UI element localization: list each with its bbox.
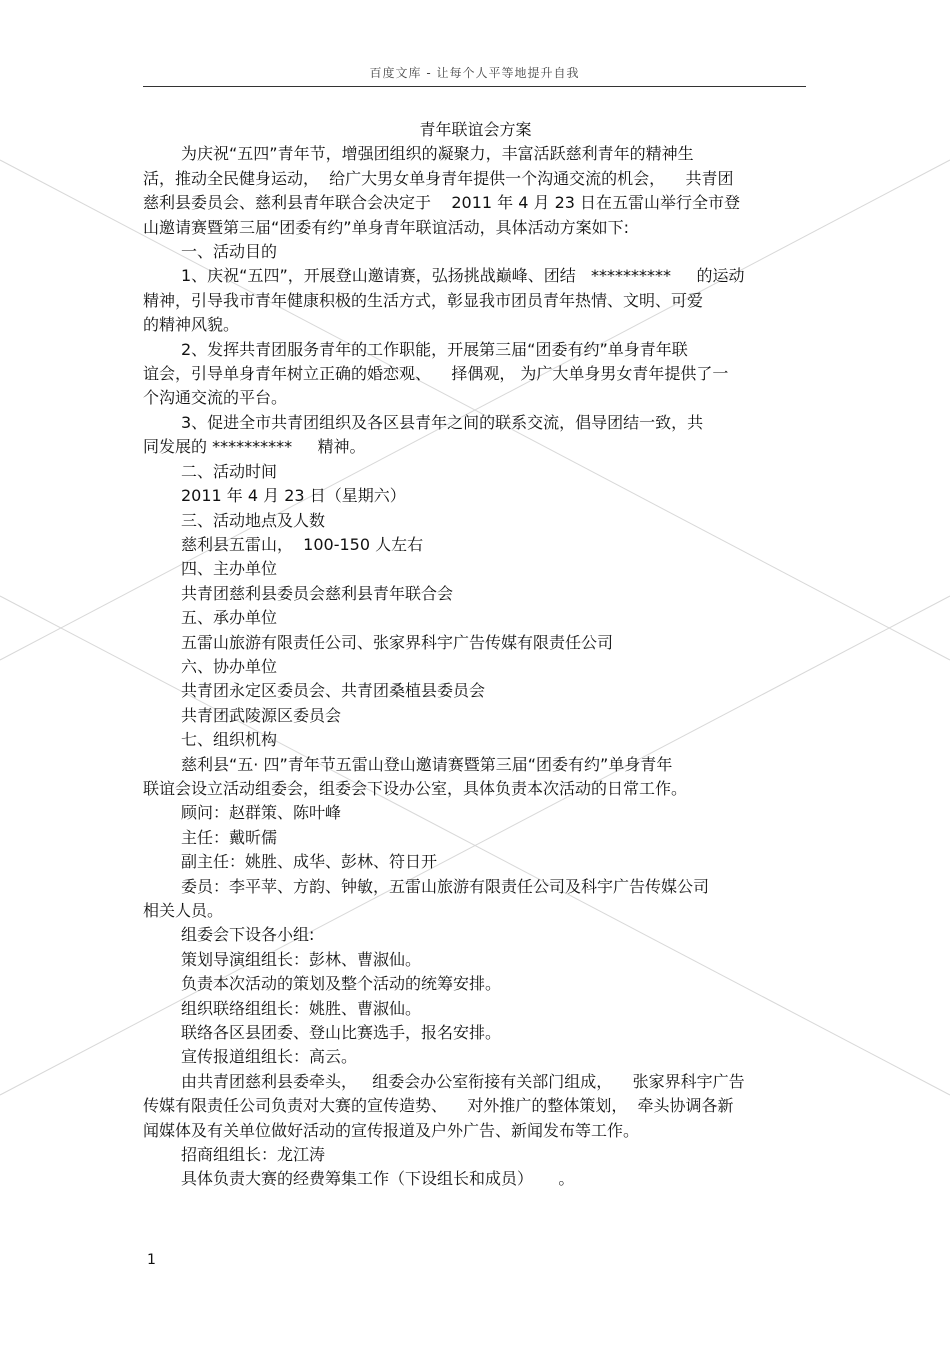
- text-line: 传媒有限责任公司负责对大赛的宣传造势、 对外推广的整体策划， 牵头协调各新: [143, 1096, 734, 1116]
- text-line: 五雷山旅游有限责任公司、张家界科宇广告传媒有限责任公司: [181, 632, 614, 652]
- text-line: 组委会下设各小组:: [181, 925, 315, 945]
- text-line: 五、承办单位: [181, 608, 278, 628]
- text-line: 六、协办单位: [181, 656, 278, 676]
- text-line: 共青团慈利县委员会慈利县青年联合会: [181, 583, 454, 603]
- text-line: 副主任：姚胜、成华、彭林、符日开: [181, 852, 438, 872]
- page-header: 百度文库 - 让每个人平等地提升自我: [369, 66, 580, 80]
- text-line: 一、活动目的: [181, 242, 278, 262]
- text-line: 策划导演组组长：彭林、曹淑仙。: [181, 949, 422, 969]
- text-line: 宣传报道组组长：高云。: [181, 1047, 358, 1067]
- text-line: 顾问：赵群策、陈叶峰: [181, 803, 342, 823]
- text-line: 联络各区县团委、登山比赛选手，报名安排。: [181, 1023, 502, 1043]
- text-line: 1、庆祝“五四”，开展登山邀请赛，弘扬挑战巅峰、团结 ********** 的运动: [181, 266, 745, 286]
- text-line: 3、促进全市共青团组织及各区县青年之间的联系交流，倡导团结一致，共: [181, 412, 704, 432]
- text-line: 负责本次活动的策划及整个活动的统筹安排。: [181, 974, 502, 994]
- text-line: 慈利县五雷山， 100-150 人左右: [181, 534, 424, 554]
- text-line: 活，推动全民健身运动， 给广大男女单身青年提供一个沟通交流的机会， 共青团: [143, 168, 734, 188]
- text-line: 谊会，引导单身青年树立正确的婚恋观、 择偶观， 为广大单身男女青年提供了一: [143, 364, 729, 384]
- text-line: 2、发挥共青团服务青年的工作职能，开展第三届“团委有约”单身青年联: [181, 339, 688, 359]
- text-line: 个沟通交流的平台。: [143, 388, 288, 408]
- text-line: 闻媒体及有关单位做好活动的宣传报道及户外广告、新闻发布等工作。: [143, 1120, 640, 1140]
- text-line: 联谊会设立活动组委会，组委会下设办公室，具体负责本次活动的日常工作。: [143, 778, 688, 798]
- text-line: 山邀请赛暨第三届“团委有约”单身青年联谊活动，具体活动方案如下:: [143, 217, 629, 237]
- text-line: 慈利县委员会、慈利县青年联合会决定于 2011 年 4 月 23 日在五雷山举行全市登: [143, 193, 741, 213]
- text-line: 精神，引导我市青年健康积极的生活方式，彰显我市团员青年热情、文明、可爱: [143, 290, 704, 310]
- text-line: 七、组织机构: [181, 730, 278, 750]
- text-line: 四、主办单位: [181, 559, 278, 579]
- page-number: 1: [147, 1252, 156, 1268]
- text-line: 的精神风貌。: [143, 315, 240, 335]
- text-line: 主任：戴昕儒: [181, 827, 278, 847]
- document-title: 青年联谊会方案: [419, 120, 532, 139]
- text-line: 慈利县“五· 四”青年节五雷山登山邀请赛暨第三届“团委有约”单身青年: [181, 754, 673, 774]
- header-divider: [143, 86, 806, 87]
- text-line: 2011 年 4 月 23 日（星期六）: [181, 486, 406, 506]
- text-line: 共青团永定区委员会、共青团桑植县委员会: [181, 681, 486, 701]
- text-line: 为庆祝“五四”青年节，增强团组织的凝聚力，丰富活跃慈利青年的精神生: [181, 144, 694, 164]
- document-body: [143, 118, 808, 1192]
- text-line: 二、活动时间: [181, 461, 278, 481]
- text-line: 具体负责大赛的经费筹集工作（下设组长和成员） 。: [181, 1169, 575, 1189]
- text-line: 共青团武陵源区委员会: [181, 705, 342, 725]
- text-line: 三、活动地点及人数: [181, 510, 326, 530]
- text-line: 同发展的 ********** 精神。: [143, 437, 366, 457]
- text-line: 相关人员。: [143, 901, 224, 920]
- text-line: 委员：李平苹、方韵、钟敏，五雷山旅游有限责任公司及科宇广告传媒公司: [181, 876, 710, 896]
- document-paragraphs: [143, 142, 808, 1191]
- text-line: 由共青团慈利县委牵头， 组委会办公室衔接有关部门组成， 张家界科宇广告: [181, 1071, 745, 1091]
- text-line: 招商组组长：龙江涛: [181, 1145, 326, 1165]
- text-line: 组织联络组组长：姚胜、曹淑仙。: [181, 998, 422, 1018]
